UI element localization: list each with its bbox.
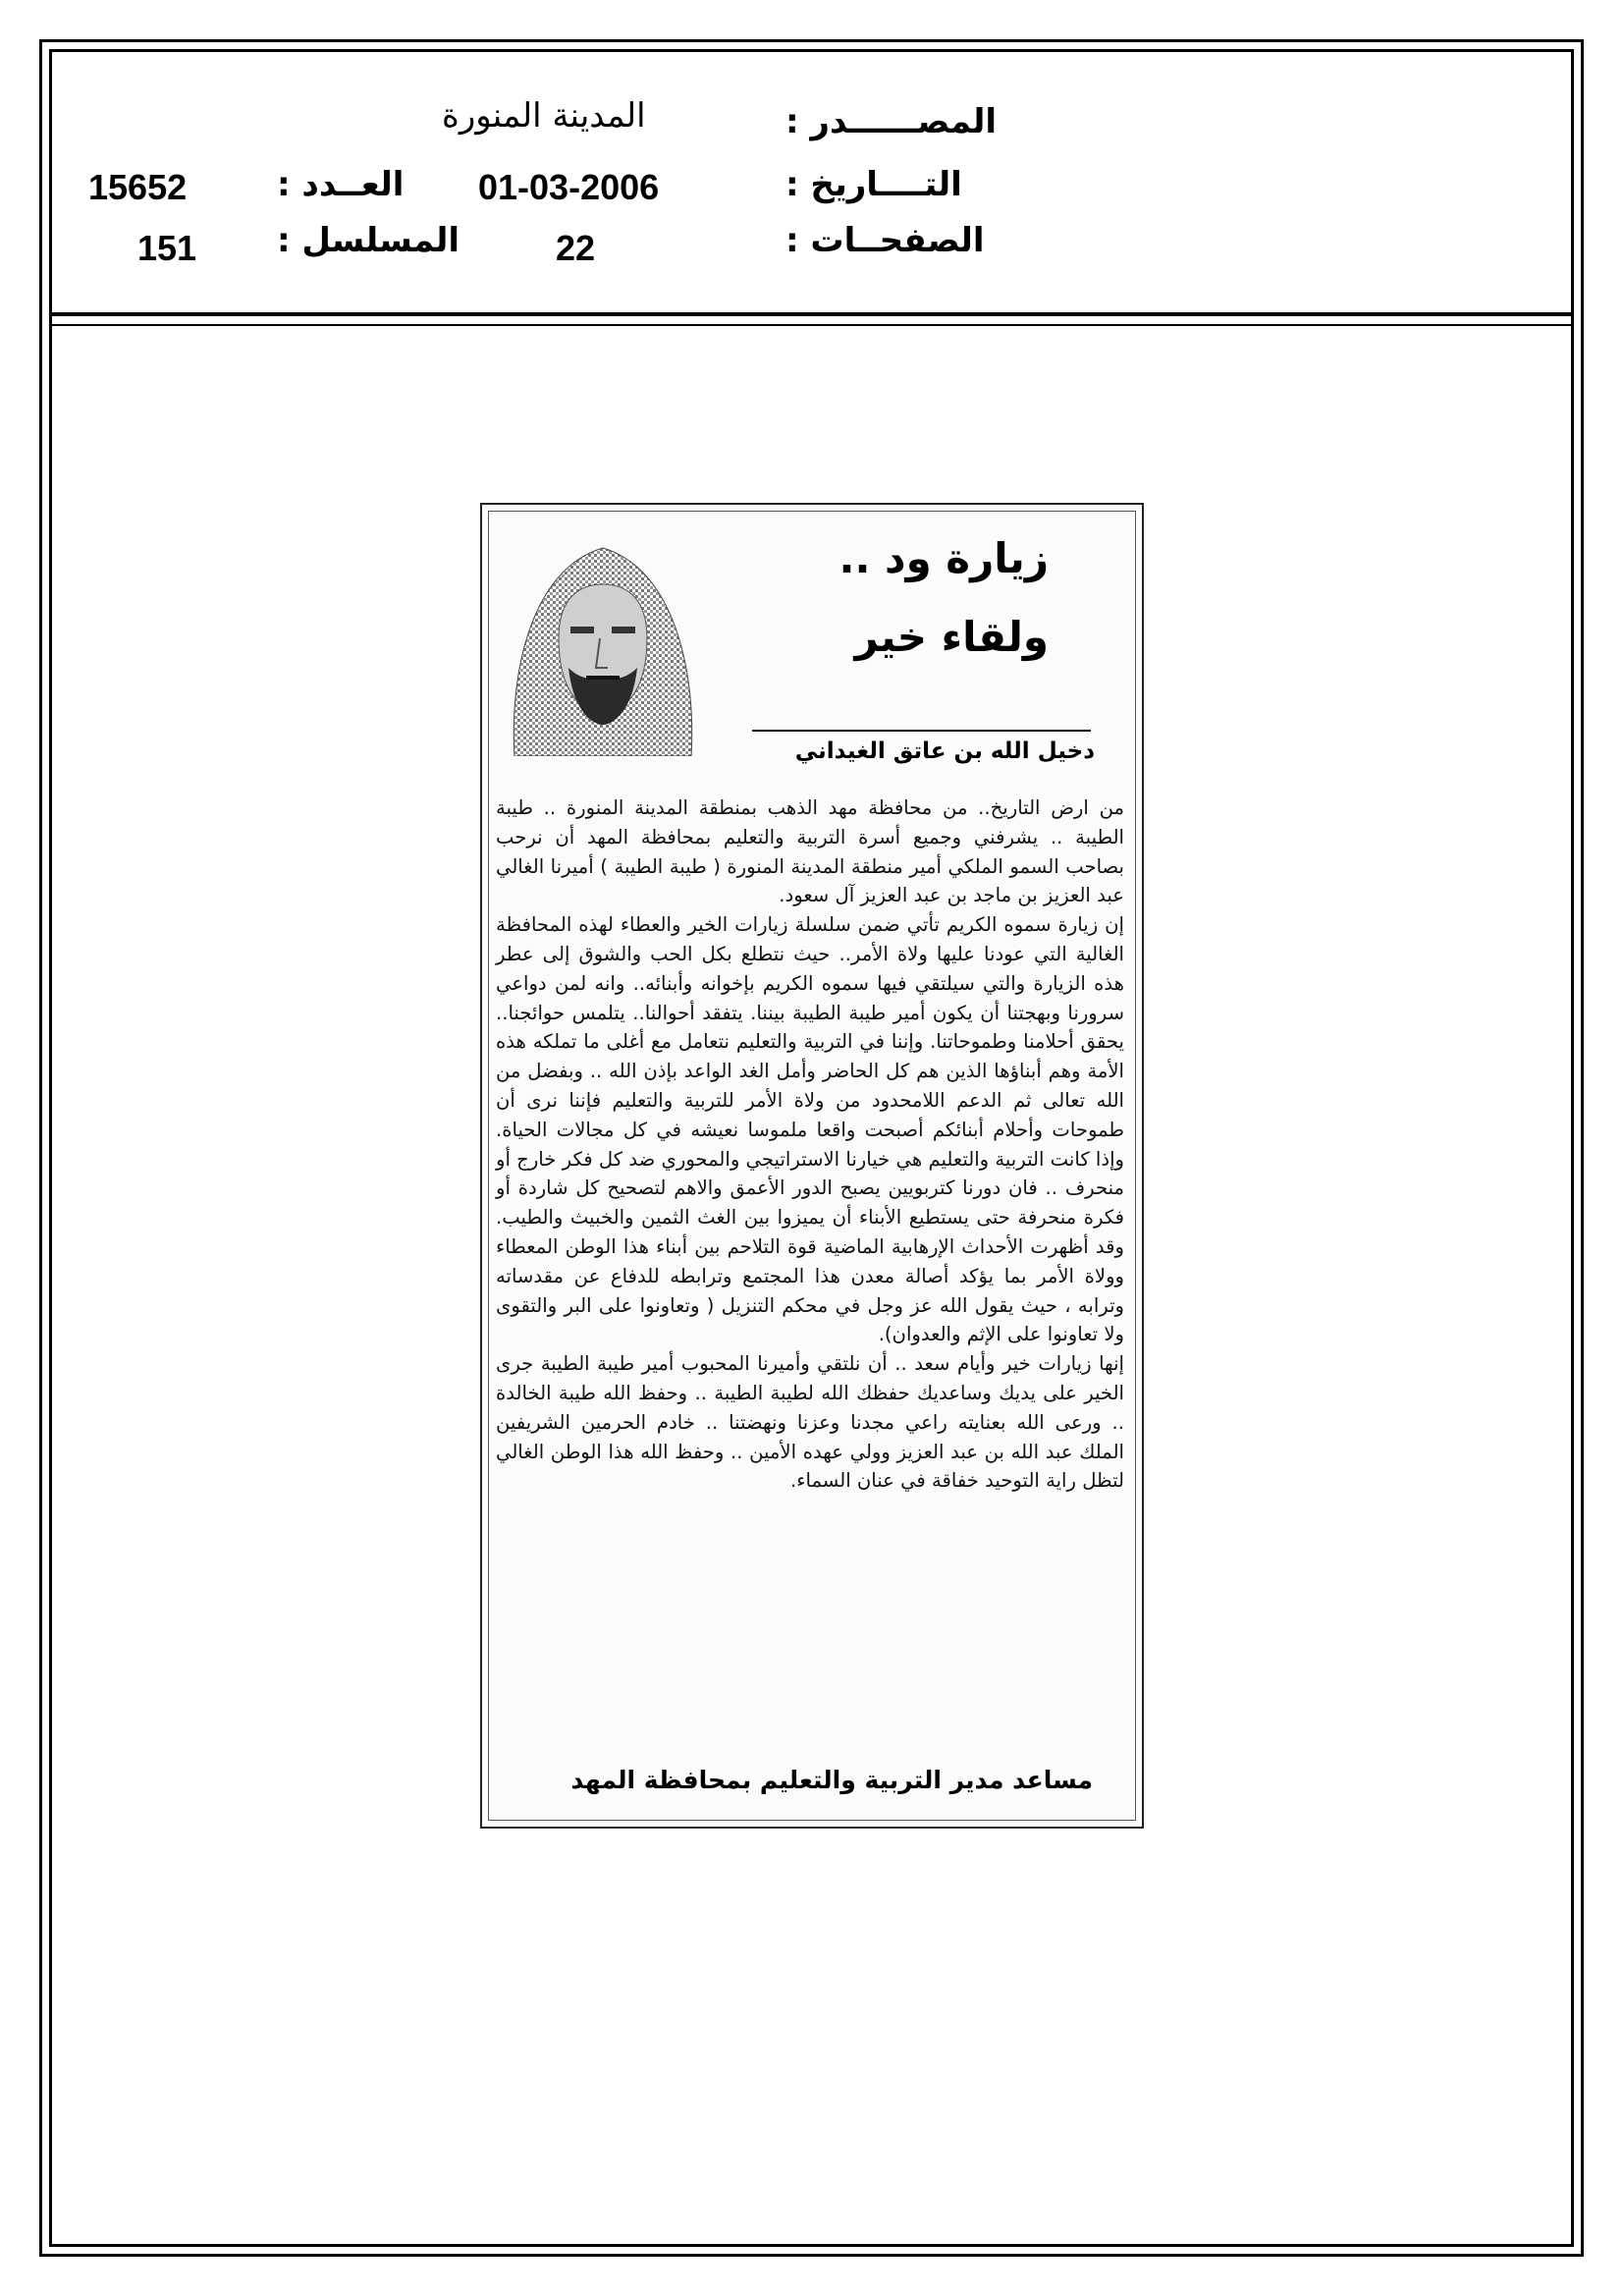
headline-line-1: زيارة ود .. [839, 534, 1049, 582]
article-paragraph: من ارض التاريخ.. من محافظة مهد الذهب بمنطقة المدينة المنورة .. طيبة الطيبة .. يشرفني وجميع أسرة التربية والتعليم بمحافظة المهد أن نرحب بصاحب السمو الملكي أمير منطقة المدينة المنورة ( طيبة الطيبة ) أميرنا الغالي عبد العزيز بن ماجد بن عبد العزيز آل سعود. [496, 796, 1124, 907]
serial-label: المسلسل : [277, 221, 460, 260]
headline-line-2: ولقاء خير [854, 613, 1049, 661]
author-rule [752, 730, 1091, 732]
issue-value: 15652 [88, 167, 188, 207]
pages-label: الصفحــات : [785, 221, 985, 260]
serial-value: 151 [137, 228, 197, 268]
pages-value: 22 [556, 228, 596, 268]
issue-label: العــدد : [277, 165, 405, 204]
header-divider [49, 312, 1574, 316]
author-signature-title: مساعد مدير التربية والتعليم بمحافظة المهد [570, 1766, 1093, 1794]
header-divider-thin [49, 324, 1574, 326]
source-label: المصــــــدر : [785, 102, 998, 141]
article-paragraph: إن زيارة سموه الكريم تأتي ضمن سلسلة زيارات الخير والعطاء لهذه المحافظة الغالية التي عودنا عليها ولاة الأمر.. حيث نتطلع بكل الحب والشوق إلى عطر هذه الزيارة والتي سيلتقي فيها سموه الكريم بإخوانه وأبنائه.. وانه لمن دواعي سرورنا وبهجتنا أن يكون أمير طيبة الطيبة بيننا. يتفقد أحوالنا.. يتلمس حوائجنا.. يحقق أحلامنا وطموحاتنا. وإننا في التربية والتعليم نتعامل مع أغلى ما تملكه هذه الأمة وهم أبناؤها الذين هم كل الحاضر وأمل الغد الواعد بإذن الله .. وبفضل من الله تعالى ثم الدعم اللامحدود من ولاة الأمر للتربية والتعليم فإننا نرى أن طموحات وأحلام أبنائكم أصبحت واقعا ملموسا نعيشه في كل مجالات الحياة. وإذا كانت التربية والتعليم هي خيارنا الاستراتيجي والمحوري ضد كل فكر خارج أو منحرف .. فان دورنا كتربويين يصبح الدور الأعمق والاهم لتصحيح كل شاردة أو فكرة منحرفة حتى يستطيع الأبناء أن يميزوا بين الغث الثمين والخبيث والطيب. وقد أظهرت الأحداث الإرهابية الماضية قوة التلاحم بين أبناء هذا الوطن المعطاء وولاة الأمر بما يؤكد أصالة معدن هذا المجتمع وترابطه للدفاع عن مقدساته وترابه ، حيث يقول الله عز وجل في محكم التنزيل ( وتعاونوا على البر والتقوى ولا تعاونوا على الإثم والعدوان). [496, 913, 1124, 1346]
newspaper-clipping [480, 503, 1144, 1829]
author-portrait-photo [500, 530, 706, 756]
author-name: دخيل الله بن عاتق الغيداني [794, 738, 1095, 764]
date-value: 01-03-2006 [478, 167, 660, 207]
article-paragraph: إنها زيارات خير وأيام سعد .. أن نلتقي وأميرنا المحبوب أمير طيبة الطيبة جرى الخير على يديك وساعديك حفظك الله لطيبة الطيبة .. وحفظ الله طيبة الخالدة .. ورعى الله بعنايته راعي مجدنا وعزنا ونهضتنا .. خادم الحرمين الشريفين الملك عبد الله بن عبد العزيز وولي عهده الأمين .. وحفظ الله هذا الوطن الغالي لتظل راية التوحيد خفاقة في عنان السماء. [496, 1352, 1124, 1493]
source-value: المدينة المنورة [442, 96, 646, 136]
date-label: التــــاريخ : [785, 165, 962, 204]
article-body [496, 793, 1124, 1496]
